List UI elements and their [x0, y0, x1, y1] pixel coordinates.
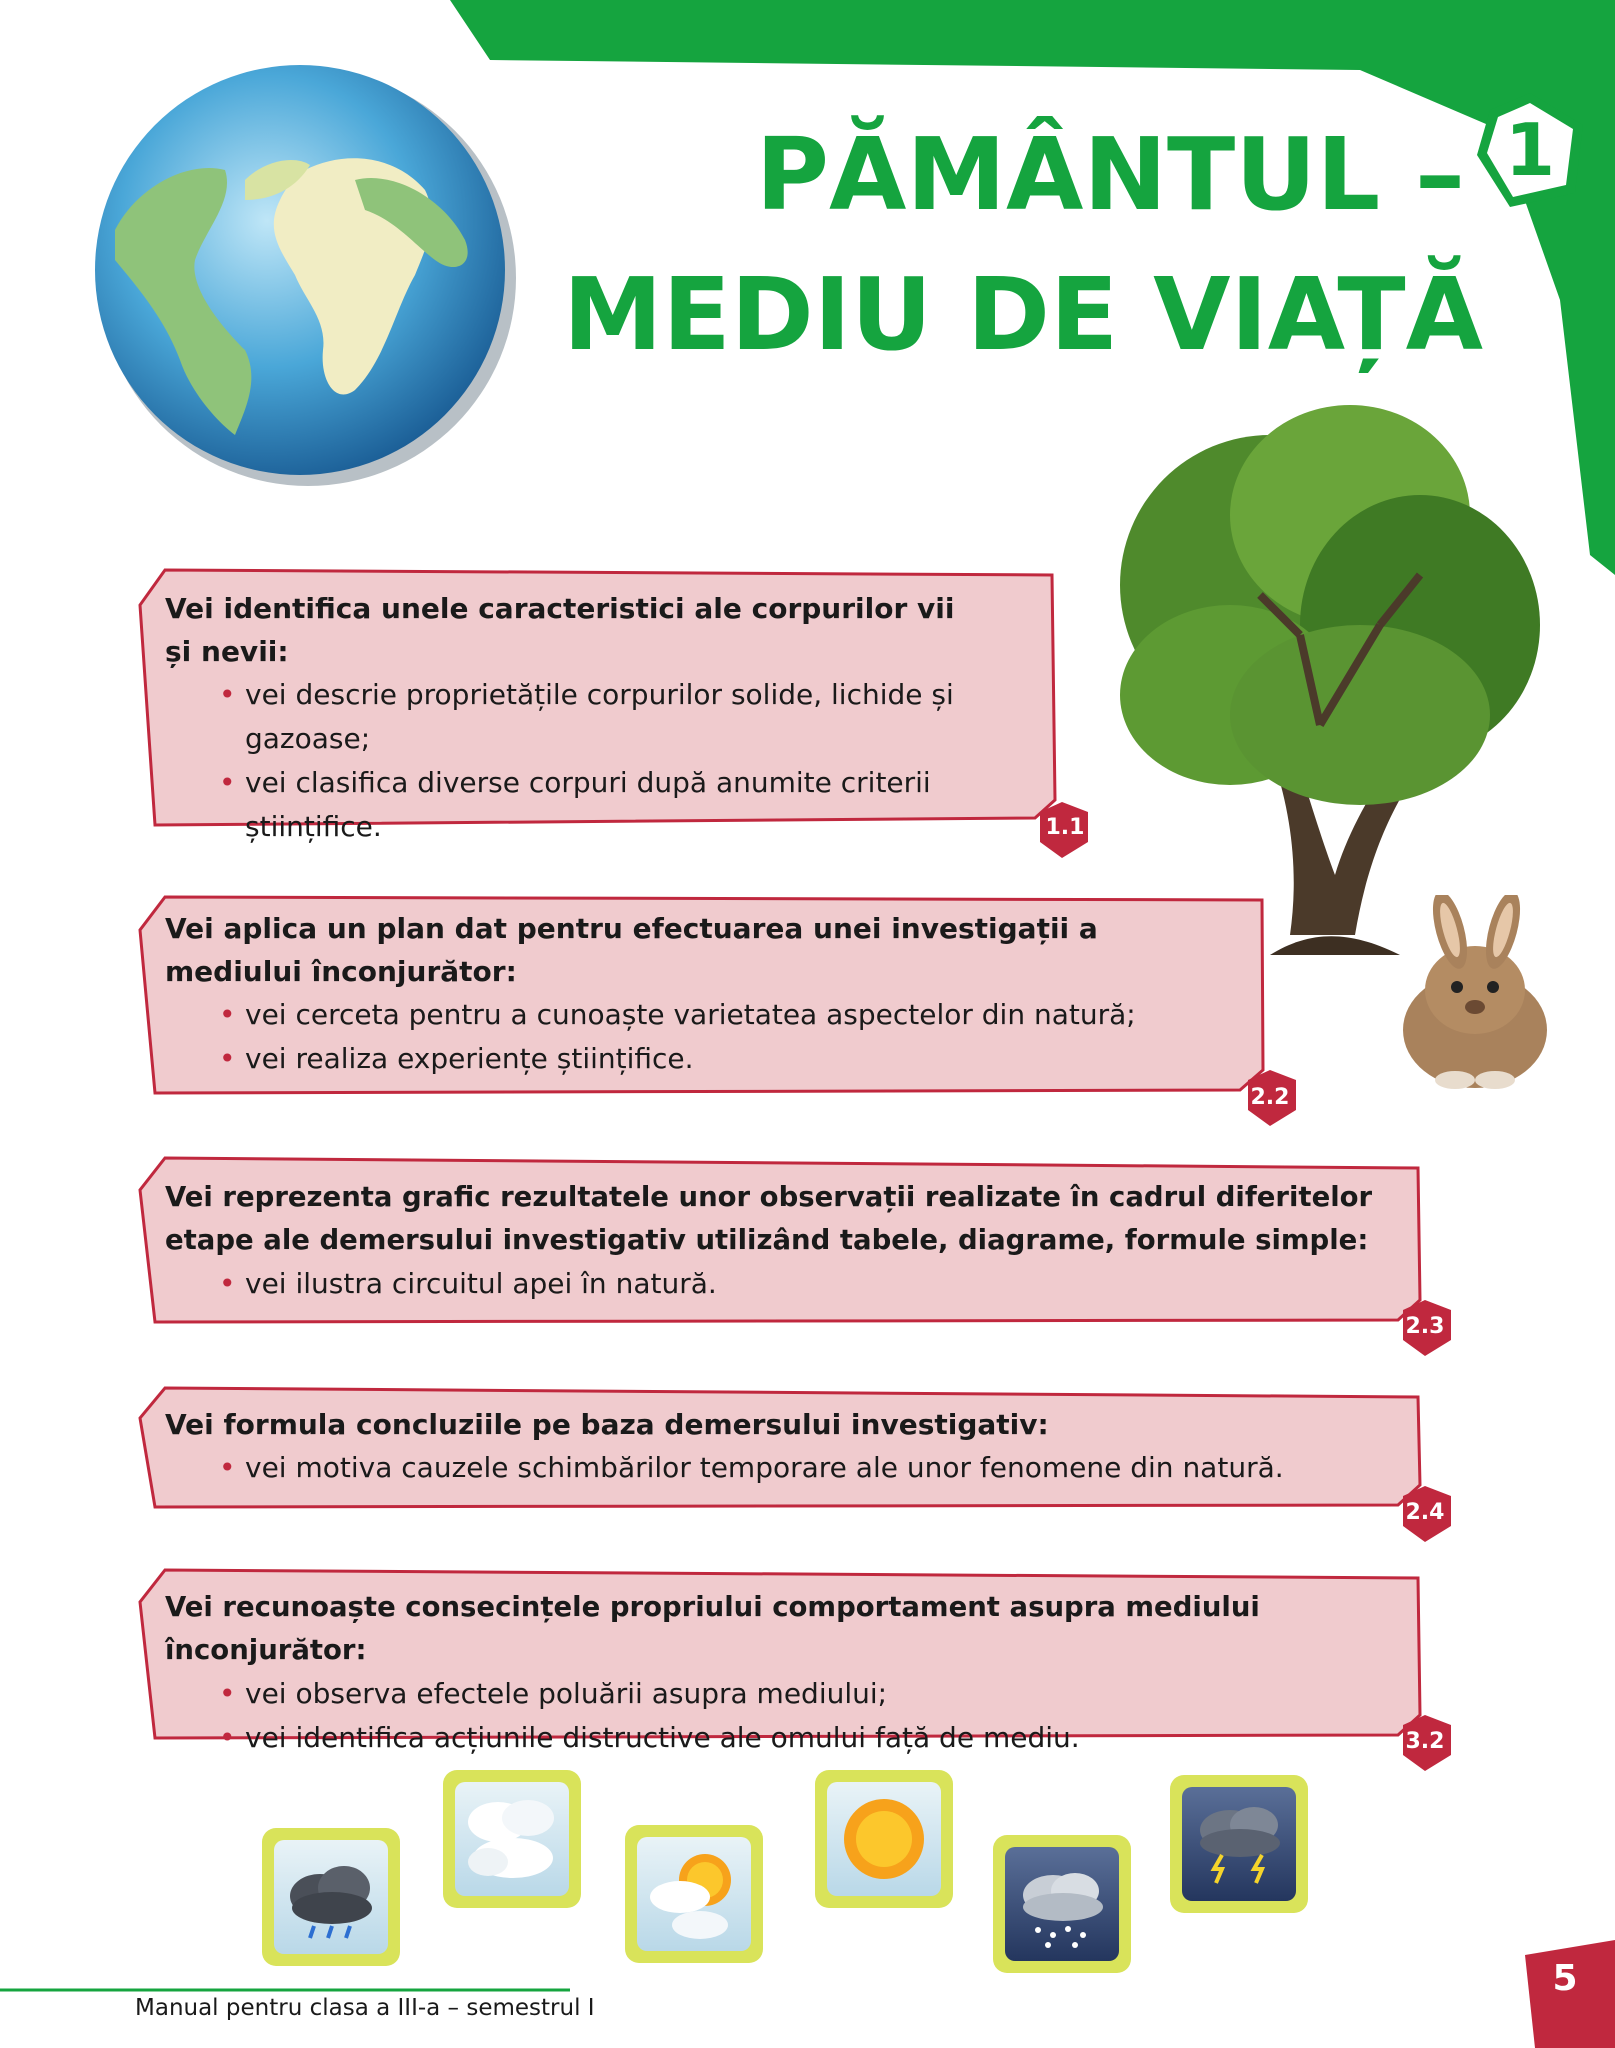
chapter-number: 1: [1504, 108, 1556, 192]
objective-bullet: • vei motiva cauzele schimbărilor temporare ale unor fenomene din natură.: [245, 1446, 1415, 1490]
storm-cloud-icon: [1170, 1775, 1308, 1913]
page-number: 5: [1552, 1958, 1578, 1999]
objective-code: 2.2: [1250, 1085, 1290, 1110]
objective-bullet: • vei observa efectele poluării asupra mediului;: [245, 1672, 1415, 1716]
footer-text: Manual pentru clasa a III-a – semestrul I: [135, 1995, 595, 2021]
chapter-title-line2: MEDIU DE VIAȚĂ: [562, 256, 1483, 373]
objective-code: 1.1: [1045, 815, 1085, 840]
objective-bullet: • vei ilustra circuitul apei în natură.: [245, 1262, 1415, 1306]
objective-heading: Vei reprezenta grafic rezultatele unor observații realizate în cadrul diferitelor etape ale demersului investigativ utilizând tabele, diagrame, formule simple:: [165, 1181, 1373, 1256]
objective-bullet: • vei realiza experiențe științifice.: [245, 1037, 1225, 1081]
sun-cloud-icon: [625, 1825, 763, 1963]
sun-icon: [815, 1770, 953, 1908]
objective-heading: Vei aplica un plan dat pentru efectuarea unei investigații a mediului înconjurător:: [165, 912, 1098, 988]
objective-bullet: • vei cerceta pentru a cunoaște varietatea aspectelor din natură;: [245, 993, 1225, 1037]
snow-cloud-icon: [993, 1835, 1131, 1973]
objective-bullet: • vei descrie proprietățile corpurilor solide, lichide și gazoase;: [245, 673, 965, 761]
objective-bullet: • vei clasifica diverse corpuri după anumite criterii științifice.: [245, 761, 965, 849]
rain-cloud-icon: [262, 1828, 400, 1966]
objective-code: 2.3: [1405, 1314, 1445, 1339]
clouds-icon: [443, 1770, 581, 1908]
objective-heading: Vei identifica unele caracteristici ale corpurilor vii și nevii:: [165, 592, 955, 668]
objective-heading: Vei recunoaște consecințele propriului comportament asupra mediului înconjurător:: [165, 1591, 1260, 1666]
objective-code: 3.2: [1405, 1729, 1445, 1754]
objective-bullet: • vei identifica acțiunile distructive ale omului față de mediu.: [245, 1716, 1415, 1760]
objective-code: 2.4: [1405, 1500, 1445, 1525]
objective-heading: Vei formula concluziile pe baza demersului investigativ:: [165, 1408, 1049, 1441]
chapter-title-line1: PĂMÂNTUL –: [755, 116, 1465, 233]
